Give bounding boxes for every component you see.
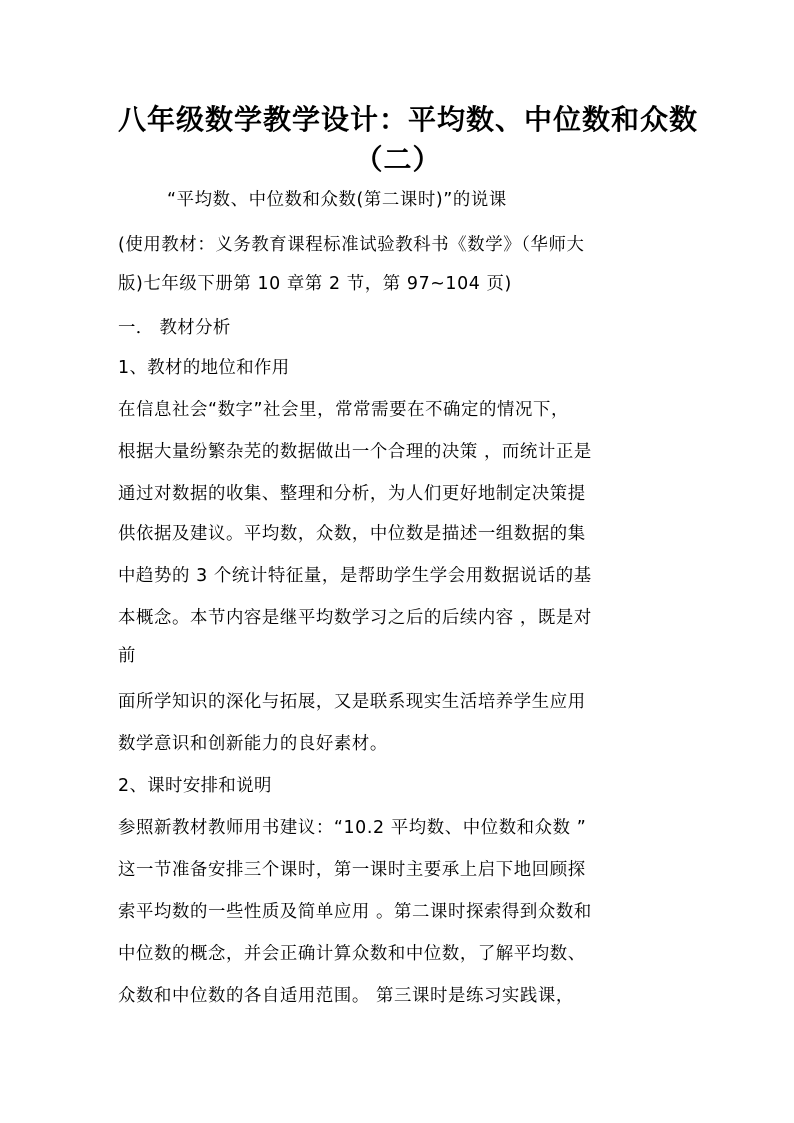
paragraph-line: 这一节准备安排三个课时，第一课时主要承上启下地回顾探 <box>118 860 586 880</box>
textbook-note-line: 版)七年级下册第 10 章第 2 节，第 97~104 页) <box>118 274 512 294</box>
paragraph-line: 索平均数的一些性质及简单应用 。第二课时探索得到众数和 <box>118 902 592 922</box>
subsection-heading: 1、教材的地位和作用 <box>118 358 290 378</box>
document-title: 八年级数学教学设计：平均数、中位数和众数 <box>118 103 699 136</box>
paragraph-line: 众数和中位数的各自适用范围。 第三课时是练习实践课， <box>118 986 574 1006</box>
textbook-note-line: (使用教材：义务教育课程标准试验教科书《数学》（华师大 <box>118 235 585 255</box>
paragraph-line: 在信息社会“数字”社会里，常常需要在不确定的情况下， <box>118 400 569 420</box>
subsection-heading: 2、课时安排和说明 <box>118 776 272 796</box>
paragraph-line: 数学意识和创新能力的良好素材。 <box>118 734 388 754</box>
paragraph-line: 中位数的概念，并会正确计算众数和中位数，了解平均数、 <box>118 944 586 964</box>
paragraph-line: 供依据及建议。平均数，众数，中位数是描述一组数据的集 <box>118 524 586 544</box>
section-heading: 一． 教材分析 <box>118 318 231 338</box>
paragraph-line: 中趋势的 3 个统计特征量，是帮助学生学会用数据说话的基 <box>118 566 592 586</box>
paragraph-line: 通过对数据的收集、整理和分析，为人们更好地制定决策提 <box>118 484 586 504</box>
paragraph-line: 本概念。本节内容是继平均数学习之后的后续内容 ，既是对 <box>118 608 592 628</box>
paragraph-line: 根据大量纷繁杂芜的数据做出一个合理的决策 ，而统计正是 <box>118 442 592 462</box>
lesson-subtitle: “平均数、中位数和众数(第二课时)”的说课 <box>167 190 507 210</box>
paragraph-line: 面所学知识的深化与拓展，又是联系现实生活培养学生应用 <box>118 692 586 712</box>
paragraph-line: 前 <box>118 646 136 666</box>
paragraph-line: 参照新教材教师用书建议：“10.2 平均数、中位数和众数 ” <box>118 818 587 838</box>
document-title-continuation: （二） <box>354 143 442 176</box>
